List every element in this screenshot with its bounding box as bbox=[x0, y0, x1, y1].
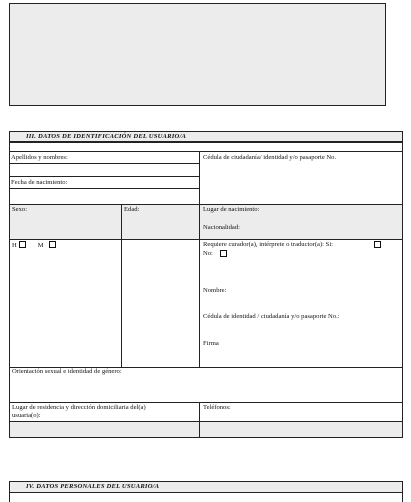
sex-m-checkbox[interactable] bbox=[49, 241, 56, 248]
field-apellidos-label: Apellidos y nombres: bbox=[11, 154, 68, 161]
field-fecha-nacimiento-label: Fecha de nacimiento: bbox=[11, 179, 68, 186]
field-nacionalidad-label: Nacionalidad: bbox=[203, 224, 240, 231]
sex-m-label: M bbox=[37, 242, 44, 249]
field-residencia-line2: usuaria(o): bbox=[12, 412, 41, 419]
field-residencia-line1: Lugar de residencia y dirección domiciliaria del(a) bbox=[12, 404, 146, 411]
field-lugar-nacimiento-label: Lugar de nacimiento: bbox=[203, 206, 260, 213]
row-residencia-shaded bbox=[10, 422, 402, 437]
field-telefonos-label: Teléfonos: bbox=[203, 404, 231, 411]
field-requiere-no-label: No: bbox=[203, 250, 213, 257]
section-iv-title: IV. DATOS PERSONALES DEL USUARIO/A bbox=[26, 483, 160, 490]
requiere-si-checkbox[interactable] bbox=[374, 241, 381, 248]
section-iv-header bbox=[9, 481, 403, 493]
top-placeholder-box bbox=[9, 3, 386, 106]
field-edad-label: Edad: bbox=[124, 206, 140, 213]
field-cedula-label: Cédula de ciudadanía/ identidad y/o pasaporte No. bbox=[203, 154, 337, 161]
section-iii-title: III. DATOS DE IDENTIFICACIÓN DEL USUARIO/A bbox=[26, 133, 187, 140]
field-sexo-label: Sexo: bbox=[12, 206, 28, 213]
sex-h-label: H bbox=[12, 242, 17, 249]
requiere-no-checkbox[interactable] bbox=[220, 250, 227, 257]
field-firma-label: Firma bbox=[203, 340, 219, 347]
field-requiere-label: Requiere curador(a), intérprete o traductor(a): Si: bbox=[203, 241, 333, 248]
sex-options bbox=[12, 241, 57, 250]
field-cedula-2-label: Cédula de identidad / ciudadanía y/o pasaporte No.: bbox=[203, 313, 340, 320]
field-orientacion-label: Orientación sexual e identidad de género: bbox=[12, 368, 122, 375]
section-iii-header bbox=[9, 131, 403, 142]
sex-h-checkbox[interactable] bbox=[19, 241, 26, 248]
field-nombre-label: Nombre: bbox=[203, 287, 227, 294]
